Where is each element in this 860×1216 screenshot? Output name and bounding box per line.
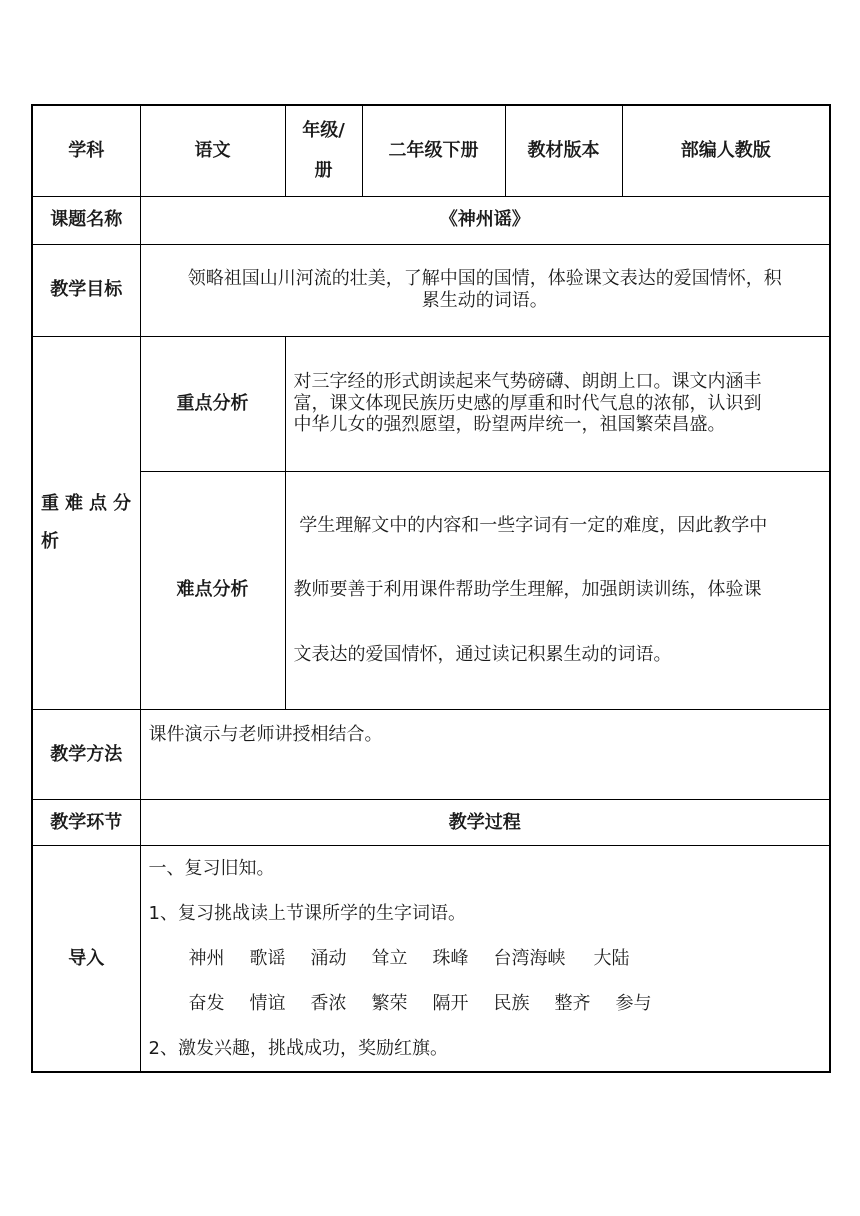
grade-label-line2: 册 xyxy=(314,159,333,181)
intro-label: 导入 xyxy=(32,846,140,1073)
subject-label: 学科 xyxy=(32,105,140,196)
analysis-label-line2: 析 xyxy=(41,530,65,552)
method-row xyxy=(32,710,830,800)
word-item: 繁荣 xyxy=(371,993,408,1015)
stage-label: 教学环节 xyxy=(32,800,140,846)
word-item: 台湾海峡 xyxy=(493,948,566,970)
grade-value: 二年级下册 xyxy=(362,105,505,196)
word-item: 歌谣 xyxy=(249,948,286,970)
word-item: 民族 xyxy=(493,993,530,1015)
key-analysis-label: 重点分析 xyxy=(140,336,285,471)
word-item: 大陆 xyxy=(593,948,630,970)
difficult-analysis-line3: 文表达的爱国情怀，通过读记积累生动的词语。 xyxy=(293,644,672,666)
edition-value: 部编人教版 xyxy=(622,105,830,196)
key-analysis-line1: 对三字经的形式朗读起来气势磅礴、朗朗上口。课文内涵丰 xyxy=(293,371,762,393)
method-value: 课件演示与老师讲授相结合。 xyxy=(140,710,830,800)
subject-value: 语文 xyxy=(140,105,285,196)
word-item: 奋发 xyxy=(188,993,225,1015)
lesson-row xyxy=(32,196,830,244)
objective-label: 教学目标 xyxy=(32,244,140,336)
key-analysis-line3: 中华儿女的强烈愿望，盼望两岸统一，祖国繁荣昌盛。 xyxy=(293,414,726,436)
lesson-plan-table xyxy=(31,104,831,1073)
word-item: 耸立 xyxy=(371,948,408,970)
edition-label: 教材版本 xyxy=(505,105,622,196)
objective-line1: 领略祖国山川河流的壮美，了解中国的国情，体验课文表达的爱国情怀，积 xyxy=(187,268,782,290)
difficult-analysis-content xyxy=(285,471,830,710)
word-item: 香浓 xyxy=(310,993,347,1015)
word-item: 情谊 xyxy=(249,993,286,1015)
difficult-analysis-label: 难点分析 xyxy=(140,471,285,710)
analysis-label-line1: 重难点分 xyxy=(41,492,137,514)
intro-item2: 2、激发兴趣，挑战成功，奖励红旗。 xyxy=(148,1038,448,1060)
difficult-analysis-row xyxy=(32,471,830,710)
grade-label-line1: 年级/ xyxy=(302,119,345,141)
word-item: 珠峰 xyxy=(432,948,469,970)
word-item: 神州 xyxy=(188,948,225,970)
intro-content xyxy=(140,846,830,1073)
method-label: 教学方法 xyxy=(32,710,140,800)
word-list-row1 xyxy=(149,936,822,981)
key-analysis-line2: 富，课文体现民族历史感的厚重和时代气息的浓郁，认识到 xyxy=(293,392,762,414)
word-list-row2 xyxy=(149,981,822,1026)
lesson-value: 《神州谣》 xyxy=(140,196,830,244)
objective-line2: 累生动的词语。 xyxy=(421,290,548,311)
word-item: 整齐 xyxy=(554,993,591,1015)
intro-item1: 1、复习挑战读上节课所学的生字词语。 xyxy=(148,903,466,925)
header-row xyxy=(32,105,830,196)
intro-row xyxy=(32,846,830,1073)
key-analysis-content xyxy=(285,336,830,471)
analysis-label xyxy=(32,336,140,710)
word-item: 涌动 xyxy=(310,948,347,970)
difficult-analysis-line2: 教师要善于利用课件帮助学生理解，加强朗读训练，体验课 xyxy=(293,579,762,601)
word-item: 隔开 xyxy=(432,993,469,1015)
intro-step-heading: 一、复习旧知。 xyxy=(148,858,275,880)
word-item: 参与 xyxy=(615,993,652,1015)
grade-label xyxy=(285,105,362,196)
lesson-label: 课题名称 xyxy=(32,196,140,244)
process-header-row xyxy=(32,800,830,846)
process-label: 教学过程 xyxy=(140,800,830,846)
difficult-analysis-line1: 学生理解文中的内容和一些字词有一定的难度，因此教学中 xyxy=(293,514,768,536)
key-analysis-row xyxy=(32,336,830,471)
objective-content xyxy=(140,244,830,336)
objective-row xyxy=(32,244,830,336)
